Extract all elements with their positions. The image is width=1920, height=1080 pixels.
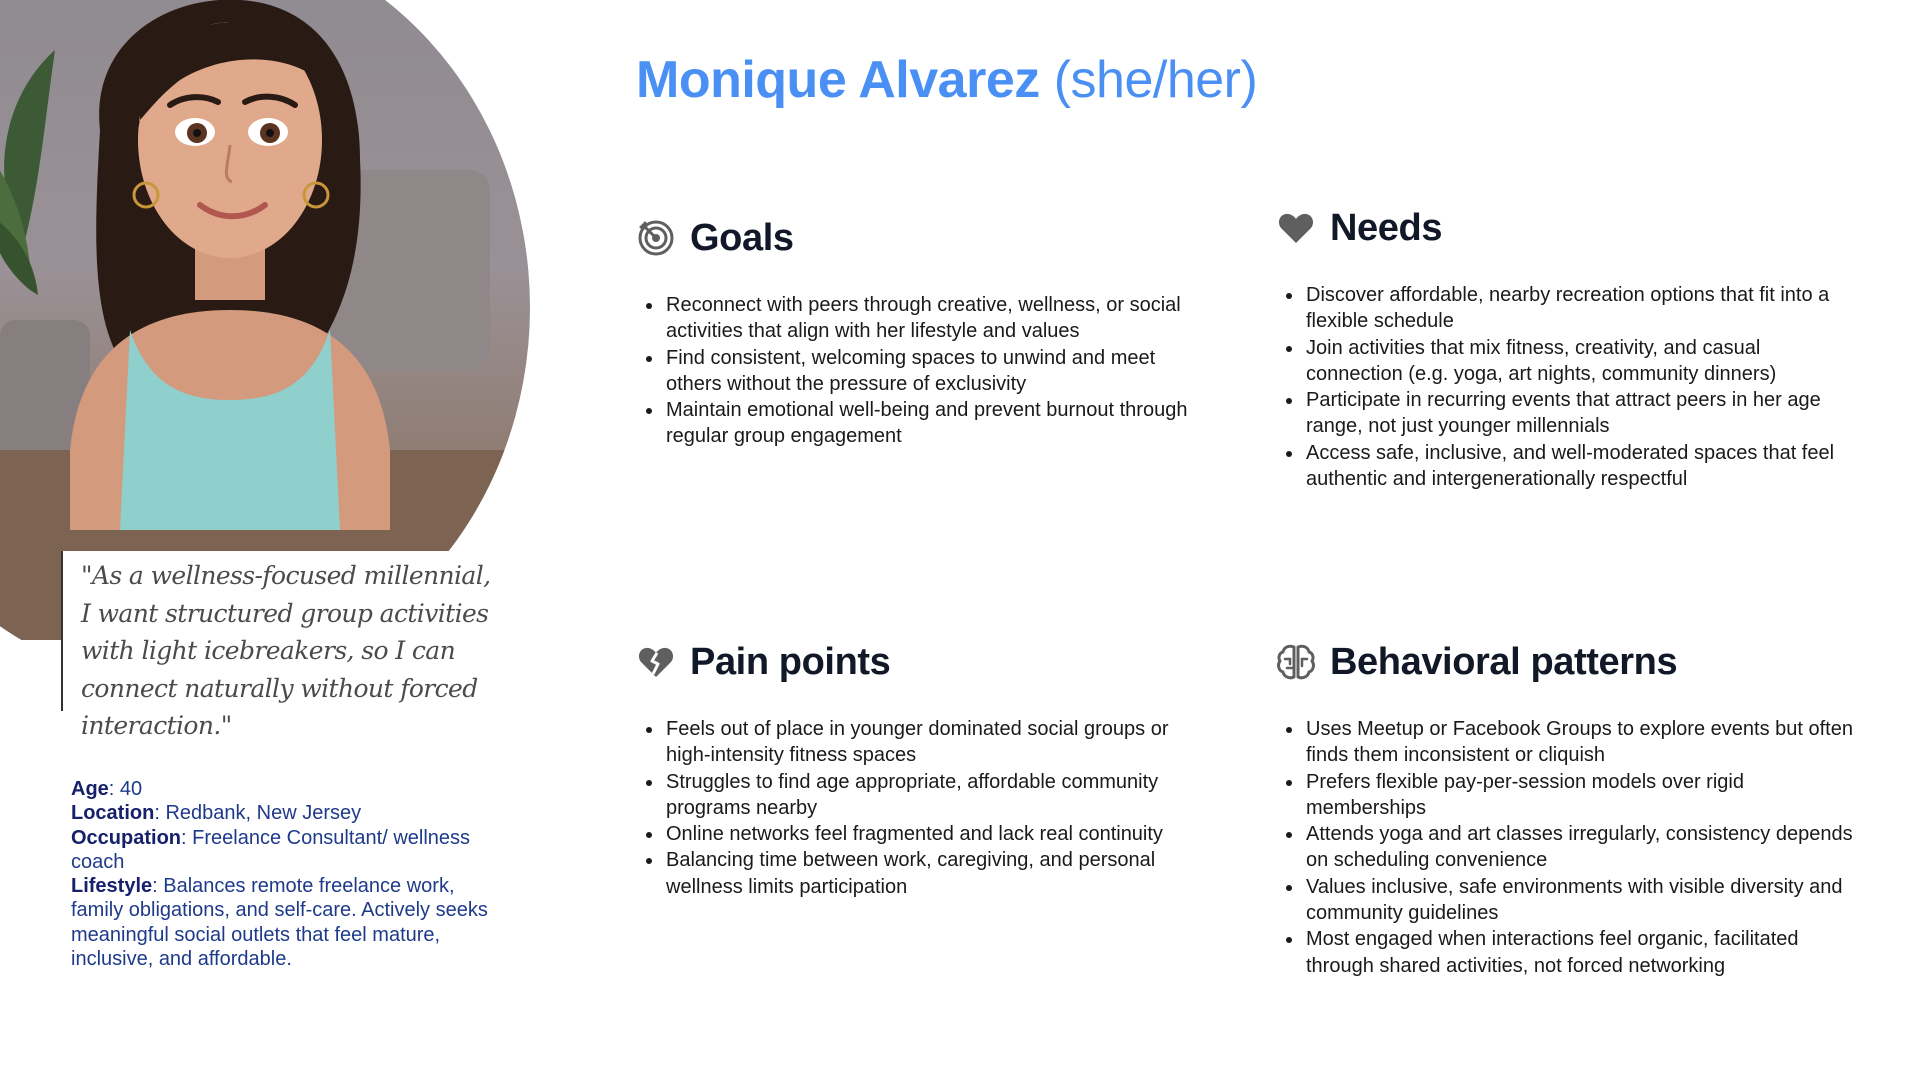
- persona-portrait: [0, 0, 530, 640]
- list-item: Discover affordable, nearby recreation options that fit into a flexible schedule: [1276, 282, 1856, 335]
- behavioral-patterns-header: [1276, 638, 1856, 686]
- list-item: Access safe, inclusive, and well-moderated spaces that feel authentic and intergenerationally respectful: [1276, 440, 1856, 493]
- list-item: Prefers flexible pay-per-session models over rigid memberships: [1276, 769, 1856, 822]
- list-item: Feels out of place in younger dominated social groups or high-intensity fitness spaces: [636, 716, 1196, 769]
- fact-key: Location: [71, 802, 155, 825]
- needs-section: [1276, 204, 1856, 492]
- goals-title: Goals: [690, 216, 794, 259]
- needs-title: Needs: [1330, 206, 1443, 249]
- behavioral-patterns-title: Behavioral patterns: [1330, 640, 1678, 683]
- fact-value: : Balances remote freelance work, family obligations, and self-care. Actively seeks meaningful social outlets that feel mature, inclusive, and affordable.: [71, 875, 488, 971]
- brain-icon: [1276, 642, 1316, 682]
- persona-pronouns: (she/her): [1053, 51, 1258, 109]
- list-item: Reconnect with peers through creative, wellness, or social activities that align with her lifestyle and values: [636, 292, 1196, 345]
- list-item: Balancing time between work, caregiving, and personal wellness limits participation: [636, 847, 1196, 900]
- fact-value: : Redbank, New Jersey: [154, 802, 362, 825]
- fact-key: Occupation: [71, 826, 182, 849]
- persona-quote: [61, 551, 501, 740]
- list-item: Maintain emotional well-being and prevent burnout through regular group engagement: [636, 397, 1196, 450]
- persona-portrait-frame: [0, 0, 530, 640]
- list-item: Online networks feel fragmented and lack real continuity: [636, 821, 1196, 847]
- behavioral-patterns-list: [1276, 716, 1856, 979]
- pain-points-list: [636, 716, 1196, 900]
- pain-points-section: [636, 638, 1196, 900]
- pain-points-header: [636, 638, 1196, 686]
- list-item: Values inclusive, safe environments with visible diversity and community guidelines: [1276, 874, 1856, 927]
- fact-key: Age: [71, 778, 109, 800]
- fact-occupation: [71, 826, 511, 875]
- needs-list: [1276, 282, 1856, 492]
- list-item: Uses Meetup or Facebook Groups to explore events but often finds them inconsistent or cliquish: [1276, 716, 1856, 769]
- goals-header: [636, 214, 1196, 262]
- list-item: Find consistent, welcoming spaces to unwind and meet others without the pressure of exclusivity: [636, 345, 1196, 398]
- fact-lifestyle: [71, 874, 511, 971]
- pain-points-title: Pain points: [690, 640, 891, 683]
- list-item: Attends yoga and art classes irregularly, consistency depends on scheduling convenience: [1276, 821, 1856, 874]
- broken-heart-icon: [636, 642, 676, 682]
- persona-title: [636, 50, 1257, 110]
- goals-list: [636, 292, 1196, 450]
- persona-quote-text: "As a wellness-focused millennial, I want structured group activities with light icebreakers, so I can connect naturally without forced interaction.": [81, 561, 491, 740]
- heart-icon: [1276, 208, 1316, 248]
- persona-facts: [71, 777, 511, 971]
- fact-value: : Freelance Consultant/ wellness coach: [71, 826, 471, 873]
- target-icon: [636, 218, 676, 258]
- persona-name: Monique Alvarez: [636, 51, 1040, 109]
- list-item: Most engaged when interactions feel organic, facilitated through shared activities, not forced networking: [1276, 926, 1856, 979]
- goals-section: [636, 214, 1196, 450]
- needs-header: [1276, 204, 1856, 252]
- fact-location: [71, 801, 511, 825]
- portrait-illustration: [0, 0, 530, 640]
- list-item: Participate in recurring events that attract peers in her age range, not just younger millennials: [1276, 387, 1856, 440]
- fact-age: [71, 777, 511, 801]
- behavioral-patterns-section: [1276, 638, 1856, 979]
- list-item: Struggles to find age appropriate, affordable community programs nearby: [636, 769, 1196, 822]
- fact-key: Lifestyle: [71, 875, 153, 898]
- list-item: Join activities that mix fitness, creativity, and casual connection (e.g. yoga, art nights, community dinners): [1276, 335, 1856, 388]
- fact-value: : 40: [108, 778, 143, 800]
